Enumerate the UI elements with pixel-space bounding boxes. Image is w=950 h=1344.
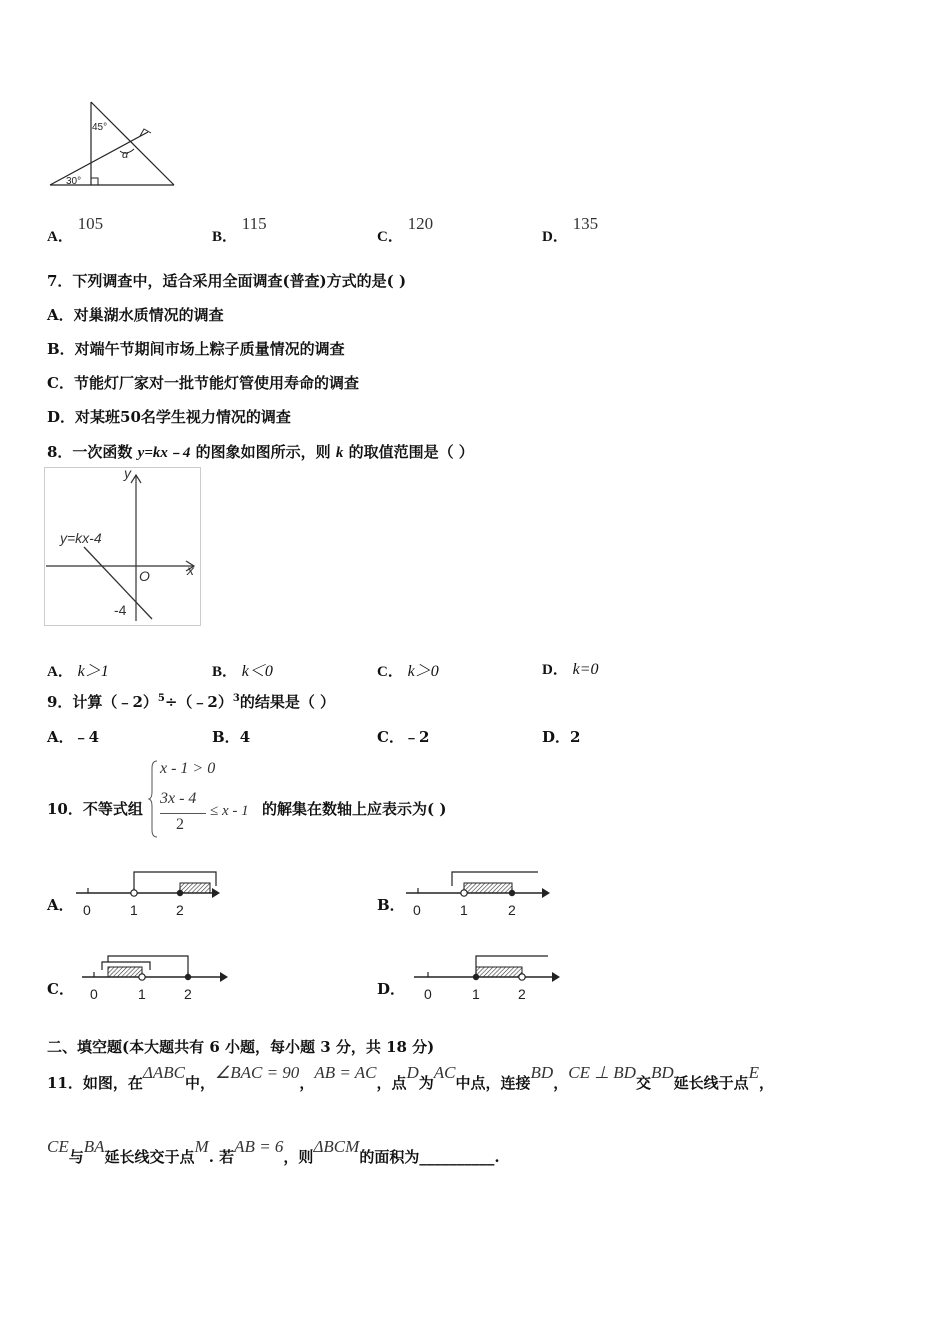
- q8-stem-suffix: 的取值范围是（ ）: [343, 443, 474, 461]
- q11-math: D: [406, 1063, 419, 1082]
- q11-math: ΔBCM: [313, 1137, 360, 1156]
- section-2-title: 二、填空题(本大题共有 6 小题，每小题 3 分，共 18 分): [47, 1038, 435, 1056]
- q10-stem-prefix: 10．不等式组: [47, 800, 143, 818]
- tick-2: 2: [508, 902, 516, 918]
- q8-stem-func: y=kx﹣4: [137, 445, 191, 461]
- q6-triangle-figure: [44, 98, 184, 190]
- graph-func-label: y=kx-4: [60, 530, 102, 546]
- q11-text: ，: [553, 1074, 569, 1092]
- q11-text: 中，: [184, 1074, 215, 1092]
- option-value: 4: [239, 728, 251, 746]
- tick-2: 2: [518, 986, 526, 1002]
- option-letter: A．: [47, 229, 73, 245]
- q10-option-a-label[interactable]: A．: [47, 896, 74, 914]
- q11-text: 延长线交于点: [104, 1148, 195, 1166]
- option-value: k＜0: [241, 663, 273, 680]
- q11-math: CE: [47, 1137, 69, 1156]
- option-value: 135: [572, 214, 599, 233]
- tick-0: 0: [83, 902, 91, 918]
- q11-math: M: [194, 1137, 209, 1156]
- q6-option-d[interactable]: [542, 213, 599, 245]
- tick-0: 0: [413, 902, 421, 918]
- q11-answer-blank[interactable]: 的面积为__________.: [359, 1148, 500, 1166]
- q10-stem-suffix: 的解集在数轴上应表示为( ): [262, 800, 447, 818]
- fraction-bar: [160, 813, 206, 814]
- q11-math: ΔABC: [142, 1063, 185, 1082]
- graph-intercept-label: -4: [114, 602, 127, 618]
- graph-y-label: y: [124, 467, 131, 481]
- tick-1: 1: [130, 902, 138, 918]
- q9-option-c[interactable]: [377, 726, 429, 747]
- q11-line-1: [47, 1064, 927, 1102]
- ineq-2-denominator: 2: [176, 816, 184, 833]
- q7-stem: 7．下列调查中，适合采用全面调查(普查)方式的是( ): [47, 272, 407, 290]
- option-letter: C．: [377, 728, 404, 746]
- q9-stem-c: 的结果是（ ）: [239, 693, 336, 711]
- q8-stem-mid: 的图象如图所示，则: [190, 443, 336, 461]
- option-value: 2: [570, 728, 581, 746]
- q8-graph-figure: [44, 467, 204, 629]
- tick-2: 2: [176, 902, 184, 918]
- option-letter: B．: [212, 728, 240, 746]
- left-brace-icon: [148, 760, 158, 838]
- q8-stem-k: k: [335, 445, 344, 461]
- q11-text: 为: [418, 1074, 434, 1092]
- option-letter: A．: [47, 664, 73, 680]
- option-letter: D．: [542, 662, 568, 678]
- tick-2: 2: [184, 986, 192, 1002]
- option-letter: B．: [212, 229, 238, 245]
- option-value: k=0: [572, 661, 599, 678]
- q10-number-line-d[interactable]: [412, 950, 562, 1006]
- q8-option-c[interactable]: [377, 658, 439, 681]
- q11-text: 延长线于点: [673, 1074, 749, 1092]
- option-letter: A．: [47, 728, 74, 746]
- option-value: k＞1: [77, 663, 109, 680]
- q6-option-c[interactable]: [377, 213, 434, 245]
- option-value: 120: [407, 214, 434, 233]
- q10-number-line-b[interactable]: [404, 866, 554, 922]
- angle-45-label: 45°: [92, 122, 108, 133]
- option-letter: D．: [542, 229, 568, 245]
- angle-30-label: 30°: [66, 176, 82, 187]
- q10-number-line-c[interactable]: [80, 950, 230, 1006]
- q11-math: BA: [83, 1137, 105, 1156]
- q11-text: 11．如图，在: [47, 1074, 143, 1092]
- tick-1: 1: [472, 986, 480, 1002]
- option-letter: C．: [377, 229, 403, 245]
- q6-option-b[interactable]: [212, 213, 267, 245]
- q7-option-d[interactable]: D．对某班50名学生视力情况的调查: [47, 408, 291, 426]
- q11-math: CE ⊥ BD: [568, 1063, 636, 1082]
- q10-option-d-label[interactable]: D．: [377, 980, 406, 998]
- option-letter: D．: [542, 728, 571, 746]
- q11-text: ，: [299, 1074, 315, 1092]
- graph-origin-label: O: [139, 568, 150, 584]
- q10-option-c-label[interactable]: C．: [47, 980, 74, 998]
- option-letter: C．: [377, 664, 403, 680]
- angle-alpha-label: α: [122, 149, 129, 161]
- ineq-2-numerator: 3x - 4: [160, 790, 197, 807]
- q6-option-a[interactable]: [47, 213, 104, 245]
- q9-sup-b: 3: [232, 693, 240, 704]
- q10-inequality-system: [148, 758, 260, 840]
- q9-sup-a: 5: [157, 693, 165, 704]
- tick-1: 1: [460, 902, 468, 918]
- option-value: ﹣4: [73, 728, 100, 746]
- q11-math: BD: [530, 1063, 554, 1082]
- option-value: ﹣2: [403, 728, 430, 746]
- q11-math: AC: [433, 1063, 456, 1082]
- q7-option-c[interactable]: C．节能灯厂家对一批节能灯管使用寿命的调查: [47, 374, 359, 392]
- tick-0: 0: [424, 986, 432, 1002]
- q10-number-line-a[interactable]: [74, 866, 240, 922]
- q8-stem-prefix: 8．一次函数: [47, 443, 138, 461]
- q8-stem: [47, 441, 474, 462]
- q9-option-b[interactable]: [212, 726, 250, 747]
- option-letter: B．: [212, 664, 238, 680]
- q11-text: 交: [635, 1074, 651, 1092]
- q11-math: ∠BAC = 90: [214, 1063, 300, 1082]
- q11-text: ，点: [376, 1074, 407, 1092]
- q11-text: 中点，连接: [455, 1074, 531, 1092]
- q8-option-a[interactable]: [47, 658, 109, 681]
- q7-option-a[interactable]: A．对巢湖水质情况的调查: [47, 306, 224, 324]
- tick-0: 0: [90, 986, 98, 1002]
- ineq-1: x - 1 > 0: [160, 760, 216, 777]
- q9-stem-b: ÷（﹣2）: [164, 693, 233, 711]
- ineq-2-rhs: ≤ x - 1: [210, 803, 249, 819]
- q9-stem-a: 9．计算（﹣2）: [47, 693, 158, 711]
- option-value: 105: [77, 214, 104, 233]
- q7-option-b[interactable]: B．对端午节期间市场上粽子质量情况的调查: [47, 340, 345, 358]
- q9-option-a[interactable]: [47, 726, 99, 747]
- q11-math: AB = AC: [314, 1063, 377, 1082]
- q11-text: ，则: [283, 1148, 314, 1166]
- option-value: 115: [241, 214, 267, 233]
- q9-option-d[interactable]: [542, 726, 580, 747]
- tick-1: 1: [138, 986, 146, 1002]
- q11-text: ，: [759, 1074, 775, 1092]
- q8-option-d[interactable]: [542, 658, 599, 679]
- q11-text: 与: [68, 1148, 84, 1166]
- q11-math: BD: [650, 1063, 674, 1082]
- q11-text: . 若: [208, 1148, 235, 1166]
- q11-math: E: [748, 1063, 760, 1082]
- q10-option-b-label[interactable]: B．: [377, 896, 405, 914]
- option-value: k＞0: [407, 663, 439, 680]
- q11-math: AB = 6: [234, 1137, 284, 1156]
- graph-x-label: x: [187, 562, 194, 578]
- q8-option-b[interactable]: [212, 658, 273, 681]
- q9-stem: [47, 691, 335, 712]
- q11-line-2: [47, 1138, 500, 1176]
